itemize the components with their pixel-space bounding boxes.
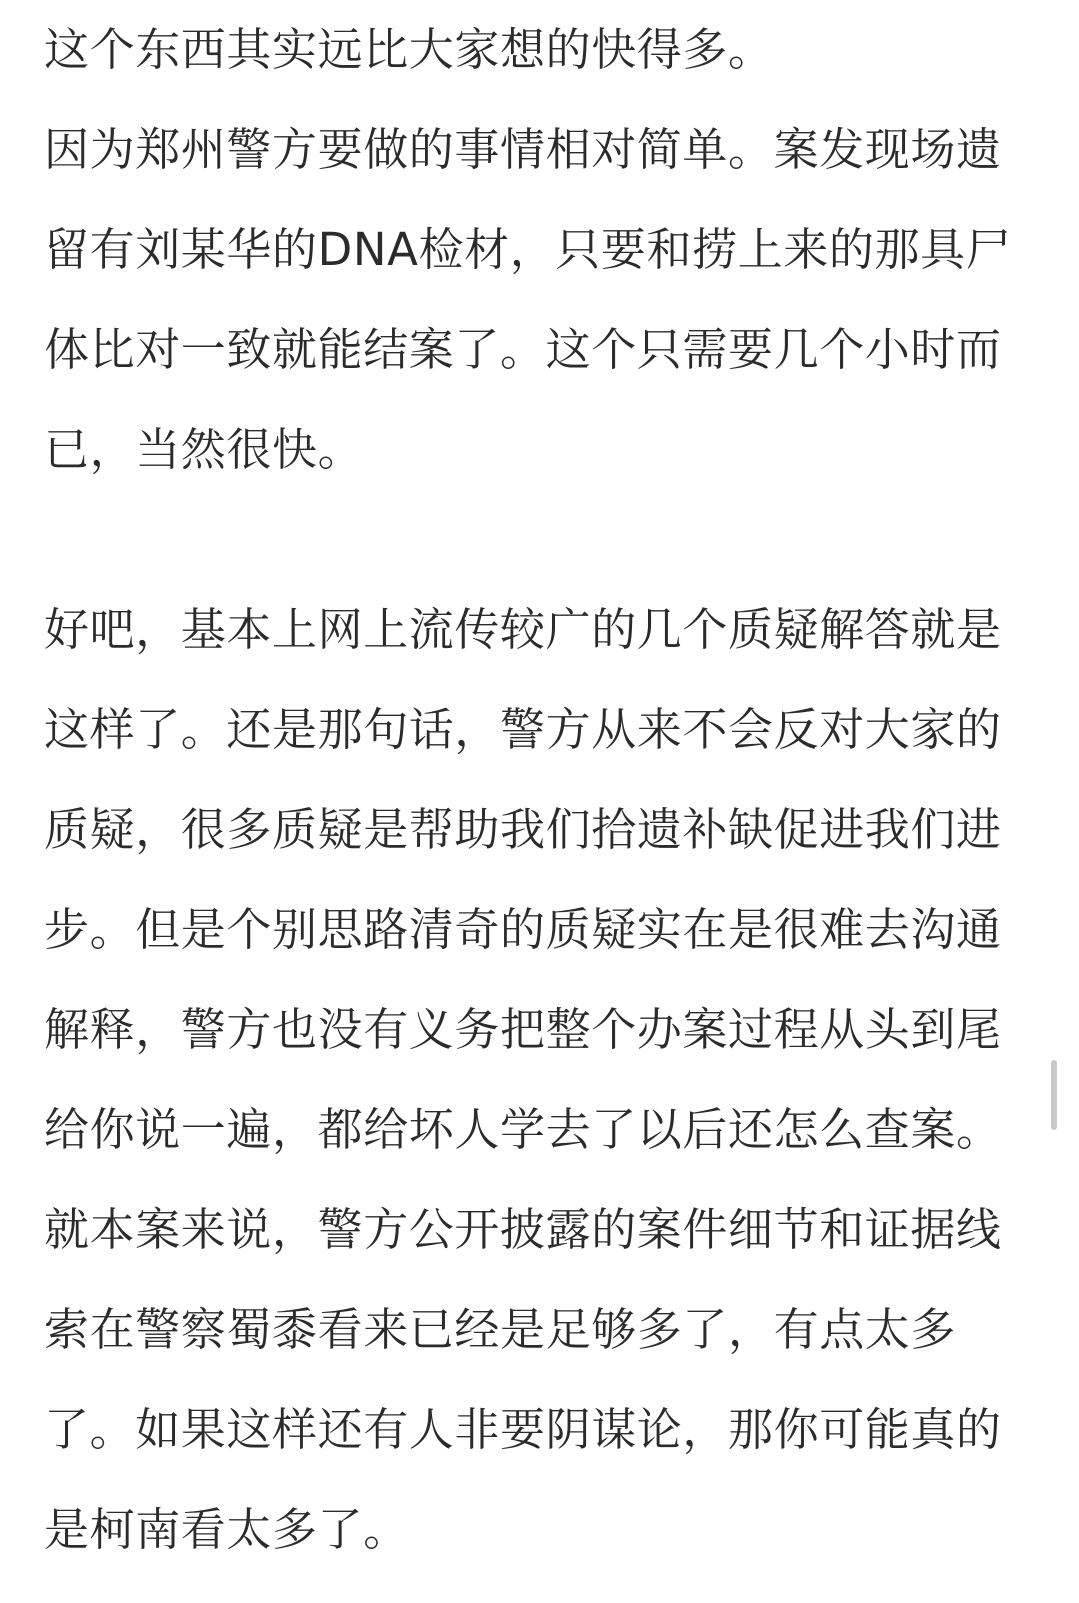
text-line: 质疑，很多质疑是帮助我们拾遗补缺促进我们进 (44, 803, 1002, 856)
text-line: 解释，警方也没有义务把整个办案过程从头到尾 (44, 1003, 1002, 1056)
text-line: 留有刘某华的DNA检材，只要和捞上来的那具尸 (44, 223, 1012, 276)
text-line: 这个东西其实远比大家想的快得多。 (44, 23, 774, 76)
text-line: 步。但是个别思路清奇的质疑实在是很难去沟通 (44, 903, 1002, 956)
text-line: 体比对一致就能结案了。这个只需要几个小时而 (44, 323, 1002, 376)
text-line: 索在警察蜀黍看来已经是足够多了，有点太多 (44, 1303, 957, 1356)
article-body (44, 0, 1012, 1580)
text-line: 这样了。还是那句话，警方从来不会反对大家的 (44, 703, 1002, 756)
text-line: 就本案来说，警方公开披露的案件细节和证据线 (44, 1203, 1002, 1256)
text-line: 已，当然很快。 (44, 423, 364, 476)
paragraph-2 (44, 580, 1004, 1580)
paragraph-gap (44, 500, 1004, 580)
text-line: 了。如果这样还有人非要阴谋论，那你可能真的 (44, 1403, 1002, 1456)
text-line: 给你说一遍，都给坏人学去了以后还怎么查案。 (44, 1103, 1002, 1156)
paragraph-1 (44, 0, 1012, 500)
scrollbar-thumb[interactable] (1051, 1060, 1057, 1130)
text-line: 好吧，基本上网上流传较广的几个质疑解答就是 (44, 603, 1002, 656)
text-line: 是柯南看太多了。 (44, 1503, 409, 1556)
text-line: 因为郑州警方要做的事情相对简单。案发现场遗 (44, 123, 1002, 176)
